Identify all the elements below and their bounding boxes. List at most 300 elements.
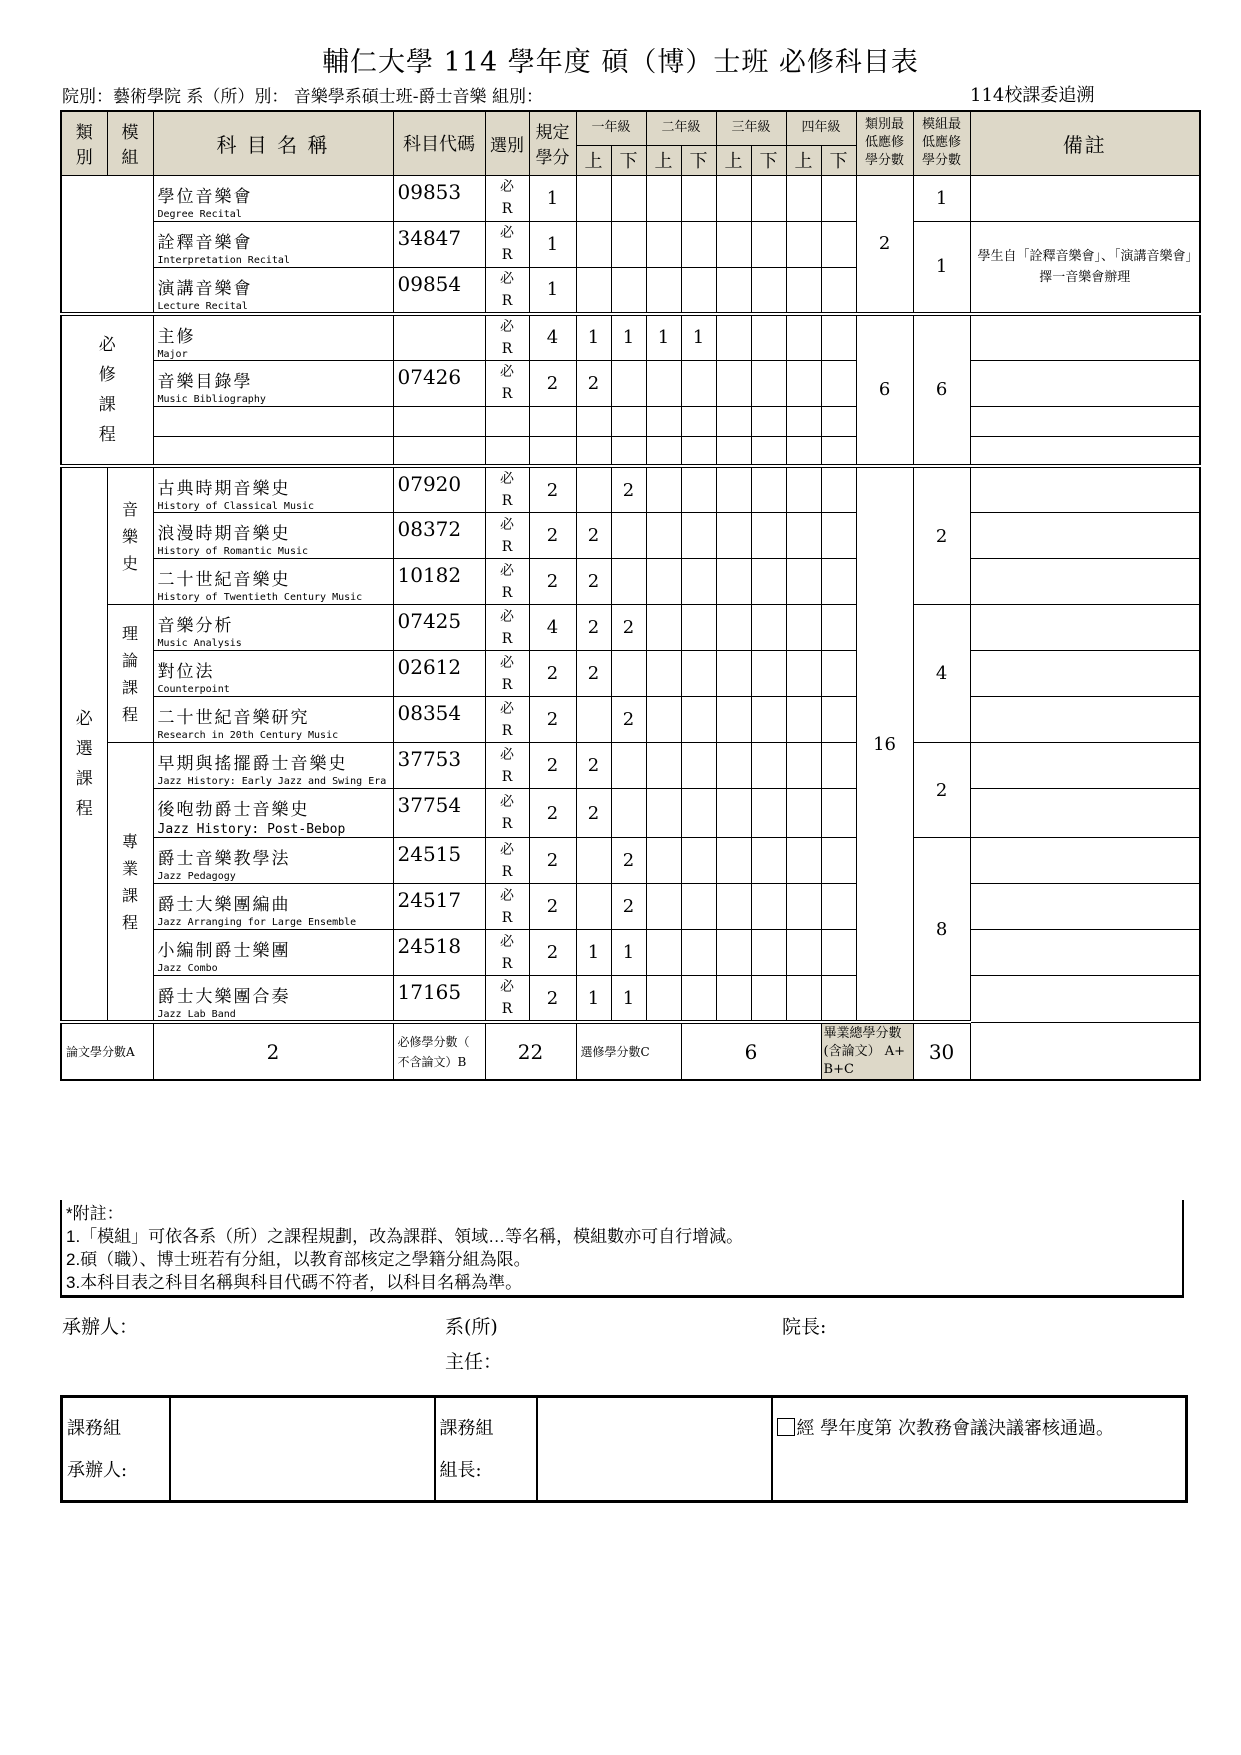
col-module-min: 模組最 低應修 學分數: [913, 111, 970, 175]
type-zh: 必: [500, 841, 514, 858]
semester-credit: [751, 651, 786, 697]
semester-credit: 1: [576, 976, 611, 1023]
module-min-credits: 2: [913, 466, 970, 605]
semester-credit: [821, 789, 856, 838]
semester-credit: [576, 697, 611, 743]
semester-credit: 2: [576, 651, 611, 697]
semester-credit: [611, 267, 646, 314]
col-module: 模 組: [107, 111, 153, 175]
course-type: [485, 930, 529, 976]
module-label: [107, 466, 153, 605]
type-zh: 必: [500, 270, 514, 287]
course-code: 08372: [393, 513, 485, 559]
course-name-cell: [153, 976, 393, 1023]
semester-credit: [716, 605, 751, 651]
course-type: [485, 605, 529, 651]
semester-credit: [646, 884, 681, 930]
semester-credit: [716, 267, 751, 314]
type-en: R: [501, 201, 513, 217]
semester-credit: [576, 221, 611, 267]
semester-credit: [821, 930, 856, 976]
course-row: [61, 651, 1200, 697]
semester-credit: [751, 976, 786, 1023]
elective-credits-value: 6: [681, 1022, 821, 1080]
course-credits: 2: [529, 466, 576, 513]
semester-credit: [716, 175, 751, 221]
empty-cell: [529, 436, 576, 466]
elective-category-label: [61, 466, 107, 1022]
recital-category-cell: [61, 175, 153, 314]
semester-credit: [786, 743, 821, 789]
empty-cell: [821, 436, 856, 466]
label-line: 必修學分數（: [397, 1034, 470, 1049]
sem-lower: 下: [611, 145, 646, 175]
remark-cell: [970, 436, 1200, 466]
semester-credit: [716, 314, 751, 361]
type-en: R: [501, 292, 513, 309]
graduation-credits-value: 30: [913, 1022, 970, 1080]
course-name-zh: 古典時期音樂史: [157, 479, 291, 499]
label-char: 程: [75, 799, 93, 819]
remark-cell: [970, 884, 1200, 930]
sem-upper: 上: [786, 145, 821, 175]
notes-title: *附註：: [66, 1204, 124, 1223]
semester-credit: [716, 651, 751, 697]
course-name-cell: [153, 605, 393, 651]
label-char: 專: [122, 831, 139, 851]
type-zh: 必: [500, 516, 514, 533]
course-name-en: History of Classical Music: [157, 501, 315, 512]
semester-credit: [751, 360, 786, 406]
course-type: [485, 743, 529, 789]
semester-credit: [646, 360, 681, 406]
sem-upper: 上: [646, 145, 681, 175]
semester-credit: [681, 221, 716, 267]
sem-lower: 下: [821, 145, 856, 175]
module-min-credits: 4: [913, 605, 970, 743]
thesis-credits-label: 論文學分數A: [61, 1022, 153, 1080]
semester-credit: [646, 651, 681, 697]
semester-credit: [611, 651, 646, 697]
semester-credit: 2: [576, 559, 611, 605]
semester-credit: 1: [681, 314, 716, 361]
col-category: 類 別: [61, 111, 107, 175]
type-zh: 必: [500, 979, 514, 995]
course-row: [61, 436, 1200, 466]
course-row: [61, 314, 1200, 361]
course-row: [61, 930, 1200, 976]
semester-credit: [681, 605, 716, 651]
label-char: 理: [122, 623, 139, 643]
remark-cell: [970, 605, 1200, 651]
label-char: 修: [98, 364, 116, 385]
semester-credit: [821, 221, 856, 267]
col-category-min: 類別最 低應修 學分數: [856, 111, 913, 175]
course-table: [60, 110, 1201, 1081]
semester-credit: [716, 930, 751, 976]
course-name-zh: 主修: [157, 326, 196, 347]
course-name-cell: [153, 466, 393, 513]
course-row: [61, 559, 1200, 605]
course-office-handler-label: 課務組 承辦人:: [62, 1397, 170, 1502]
note-item: 1.「模組」可依各系（所）之課程規劃，改為課群、領域…等名稱，模組數亦可自行增減。: [66, 1227, 744, 1246]
type-zh: 必: [500, 933, 514, 950]
semester-credit: 2: [576, 360, 611, 406]
course-name-cell: [153, 513, 393, 559]
course-name-cell: [153, 884, 393, 930]
empty-cell: [393, 406, 485, 436]
course-type: [485, 314, 529, 361]
semester-credit: 1: [611, 930, 646, 976]
semester-credit: [751, 175, 786, 221]
semester-credit: 2: [576, 513, 611, 559]
semester-credit: [681, 651, 716, 697]
type-zh: 必: [500, 794, 514, 810]
course-code: [393, 314, 485, 361]
label-line: 不含論文）B: [397, 1054, 467, 1069]
category-min-credits: 6: [856, 314, 913, 467]
course-code: 34847: [393, 221, 485, 267]
course-code: 24517: [393, 884, 485, 930]
category-min-credits: 2: [856, 175, 913, 314]
semester-credit: [716, 513, 751, 559]
type-en: R: [501, 768, 513, 785]
type-en: R: [501, 1001, 513, 1017]
semester-credit: [786, 221, 821, 267]
course-code: 07425: [393, 605, 485, 651]
type-zh: 必: [500, 608, 514, 625]
course-row: [61, 976, 1200, 1023]
semester-credit: [821, 175, 856, 221]
semester-credit: [786, 930, 821, 976]
course-name-cell: [153, 651, 393, 697]
semester-credit: [821, 466, 856, 513]
semester-credit: 2: [611, 605, 646, 651]
course-row: [61, 884, 1200, 930]
label-char: 必: [75, 709, 93, 729]
semester-credit: [681, 559, 716, 605]
col-type: 選別: [485, 111, 529, 175]
type-en: R: [501, 863, 513, 880]
handler-signature-field[interactable]: [170, 1397, 435, 1502]
col-year-4: 四年級: [786, 111, 856, 145]
course-name-cell: [153, 314, 393, 361]
empty-cell: [821, 406, 856, 436]
summary-row: [61, 1022, 1200, 1080]
label-char: 論: [122, 650, 139, 670]
semester-credit: [786, 605, 821, 651]
course-credits: 1: [529, 175, 576, 221]
semester-credit: [786, 976, 821, 1023]
semester-credit: [681, 976, 716, 1023]
type-zh: 必: [500, 700, 514, 717]
course-name-en: Jazz Lab Band: [157, 1009, 236, 1020]
module-min-credits: 1: [913, 221, 970, 314]
course-credits: 2: [529, 651, 576, 697]
label-line: B+C: [823, 1061, 854, 1077]
approval-checkbox[interactable]: [777, 1418, 795, 1436]
course-name-en: Jazz History: Post-Bebop: [157, 822, 346, 837]
label-char: 程: [122, 704, 139, 724]
remark-cell: 學生自「詮釋音樂會」、「演講音樂會」擇一音樂會辦理: [970, 221, 1200, 314]
course-name-en: Jazz Arranging for Large Ensemble: [157, 917, 357, 928]
semester-credit: [786, 697, 821, 743]
chief-signature-field[interactable]: [537, 1397, 772, 1502]
semester-credit: [646, 221, 681, 267]
semester-credit: [716, 360, 751, 406]
type-zh: 必: [500, 562, 514, 579]
course-name-zh: 後咆勃爵士音樂史: [157, 800, 310, 820]
approval-table: [60, 1395, 1188, 1503]
course-row: [61, 697, 1200, 743]
semester-credit: [646, 743, 681, 789]
course-name-en: Interpretation Recital: [157, 254, 290, 266]
empty-cell: [485, 436, 529, 466]
semester-credit: [576, 267, 611, 314]
type-en: R: [501, 538, 513, 555]
course-name-cell: [153, 267, 393, 314]
semester-credit: [751, 466, 786, 513]
module-label: [107, 605, 153, 743]
empty-cell: [786, 406, 821, 436]
type-zh: 必: [500, 654, 514, 671]
semester-credit: [786, 651, 821, 697]
type-en: R: [501, 584, 513, 601]
required-credits-value: 22: [485, 1022, 576, 1080]
course-type: [485, 789, 529, 838]
label-char: 選: [75, 739, 93, 759]
course-name-zh: 學位音樂會: [157, 186, 253, 207]
semester-credit: [751, 314, 786, 361]
semester-credit: [611, 175, 646, 221]
semester-credit: [681, 267, 716, 314]
course-type: [485, 175, 529, 221]
type-en: R: [501, 816, 513, 832]
remark-cell: [970, 314, 1200, 361]
course-type: [485, 221, 529, 267]
semester-credit: [716, 884, 751, 930]
label-line: (含論文） A+: [823, 1043, 906, 1059]
semester-credit: 2: [576, 605, 611, 651]
course-name-en: Jazz Combo: [157, 963, 218, 974]
label-char: 課: [122, 677, 139, 697]
module-min-credits: 6: [913, 314, 970, 467]
course-type: [485, 559, 529, 605]
course-credits: 2: [529, 559, 576, 605]
course-code: 09853: [393, 175, 485, 221]
semester-credit: [611, 743, 646, 789]
course-credits: 2: [529, 513, 576, 559]
semester-credit: 1: [576, 930, 611, 976]
course-name-zh: 爵士大樂團合奏: [157, 987, 291, 1007]
semester-credit: [646, 976, 681, 1023]
semester-credit: [646, 930, 681, 976]
course-name-zh: 爵士音樂教學法: [157, 849, 291, 869]
course-name-zh: 對位法: [157, 662, 215, 682]
label-char: 必: [98, 334, 116, 355]
semester-credit: [646, 838, 681, 884]
remark-cell: [970, 360, 1200, 406]
semester-credit: 2: [611, 884, 646, 930]
type-zh: 必: [500, 318, 514, 335]
semester-credit: [786, 267, 821, 314]
course-type: [485, 884, 529, 930]
course-code: 07920: [393, 466, 485, 513]
required-category-label: [61, 314, 153, 467]
semester-credit: [821, 559, 856, 605]
course-credits: 2: [529, 930, 576, 976]
semester-credit: [821, 314, 856, 361]
empty-cell: [611, 406, 646, 436]
course-credits: 1: [529, 221, 576, 267]
course-name-en: History of Romantic Music: [157, 546, 309, 557]
course-office-chief-label: 課務組 組長:: [435, 1397, 537, 1502]
semester-credit: [681, 789, 716, 838]
empty-cell: [681, 406, 716, 436]
semester-credit: [681, 697, 716, 743]
semester-credit: [611, 559, 646, 605]
remark-cell: [970, 838, 1200, 884]
remark-cell: [970, 559, 1200, 605]
remark-cell: [970, 930, 1200, 976]
col-year-1: 一年級: [576, 111, 646, 145]
col-course-name: 科 目 名 稱: [153, 111, 393, 175]
empty-cell: [153, 436, 393, 466]
semester-credit: [611, 221, 646, 267]
course-name-cell: [153, 559, 393, 605]
sem-upper: 上: [576, 145, 611, 175]
label-char: 業: [122, 858, 139, 878]
label-char: 樂: [122, 526, 139, 546]
handler-signature-label: 承辦人：: [62, 1316, 139, 1338]
course-name-en: History of Twentieth Century Music: [157, 592, 363, 603]
semester-credit: [821, 884, 856, 930]
empty-cell: [393, 436, 485, 466]
type-en: R: [501, 722, 513, 739]
course-credits: 2: [529, 884, 576, 930]
course-credits: 2: [529, 743, 576, 789]
course-type: [485, 466, 529, 513]
semester-credit: [751, 743, 786, 789]
course-credits: 4: [529, 605, 576, 651]
semester-credit: 1: [611, 314, 646, 361]
course-name-en: Music Analysis: [157, 638, 242, 649]
empty-cell: [646, 436, 681, 466]
semester-credit: [751, 267, 786, 314]
semester-credit: [681, 930, 716, 976]
course-name-cell: [153, 789, 393, 838]
remark-cell: [970, 513, 1200, 559]
empty-cell: [153, 406, 393, 436]
module-label-text: [122, 620, 138, 728]
course-type: [485, 513, 529, 559]
remark-cell: [970, 976, 1200, 1023]
course-name-cell: [153, 360, 393, 406]
approval-statement: 經 學年度第 次教務會議決議審核通過。: [772, 1397, 1187, 1502]
semester-credit: [681, 884, 716, 930]
semester-credit: [646, 175, 681, 221]
semester-credit: [681, 466, 716, 513]
semester-credit: 1: [611, 976, 646, 1023]
course-name-zh: 爵士大樂團編曲: [157, 895, 291, 915]
col-year-2: 二年級: [646, 111, 716, 145]
meta-line: 院別：藝術學院 系（所）別： 音樂學系碩士班-爵士音樂 組別：: [62, 87, 543, 107]
course-name-en: Counterpoint: [157, 684, 230, 695]
semester-credit: 2: [611, 697, 646, 743]
course-credits: 2: [529, 360, 576, 406]
empty-cell: [716, 406, 751, 436]
empty-cell: [576, 436, 611, 466]
thesis-credits-value: 2: [153, 1022, 393, 1080]
course-name-cell: [153, 697, 393, 743]
semester-credit: [751, 884, 786, 930]
remark-cell: [970, 789, 1200, 838]
course-code: 08354: [393, 697, 485, 743]
semester-credit: [716, 559, 751, 605]
module-label: [107, 743, 153, 1023]
remark-cell: [970, 697, 1200, 743]
semester-credit: 2: [611, 838, 646, 884]
module-label-text: [122, 496, 138, 577]
required-credits-label: [393, 1022, 485, 1080]
sem-lower: 下: [751, 145, 786, 175]
empty-cell: [576, 406, 611, 436]
type-zh: 必: [500, 887, 514, 904]
course-name-cell: [153, 175, 393, 221]
type-en: R: [501, 676, 513, 693]
dept-signature-label: 系(所): [445, 1316, 498, 1338]
col-remarks: 備註: [970, 111, 1200, 175]
semester-credit: [786, 559, 821, 605]
semester-credit: [716, 466, 751, 513]
semester-credit: [716, 789, 751, 838]
semester-credit: [786, 314, 821, 361]
dean-signature-label: 院長:: [782, 1316, 827, 1338]
semester-credit: [751, 789, 786, 838]
page-title: 輔仁大學 114 學年度 碩（博）士班 必修科目表: [322, 47, 919, 78]
empty-cell: [646, 406, 681, 436]
course-name-zh: 二十世紀音樂研究: [157, 708, 310, 728]
empty-cell: [751, 406, 786, 436]
type-en: R: [501, 247, 513, 263]
label-char: 程: [122, 912, 139, 932]
course-name-en: Major: [157, 348, 188, 360]
course-name-en: Music Bibliography: [157, 393, 266, 405]
label-char: 音: [122, 499, 139, 519]
semester-credit: [751, 513, 786, 559]
remark-cell: [970, 651, 1200, 697]
semester-credit: [821, 838, 856, 884]
course-name-zh: 音樂目錄學: [157, 371, 253, 392]
semester-credit: [821, 697, 856, 743]
course-code: 17165: [393, 976, 485, 1023]
elective-credits-label: 選修學分數C: [576, 1022, 681, 1080]
course-code: 02612: [393, 651, 485, 697]
semester-credit: [821, 267, 856, 314]
sem-upper: 上: [716, 145, 751, 175]
label-char: 課: [98, 394, 116, 415]
remark-cell: [970, 743, 1200, 789]
type-zh: 必: [500, 471, 514, 487]
course-code: 37754: [393, 789, 485, 838]
course-name-cell: [153, 221, 393, 267]
semester-credit: [786, 466, 821, 513]
course-code: 24518: [393, 930, 485, 976]
note-item: 3.本科目表之科目名稱與科目代碼不符者，以科目名稱為準。: [66, 1273, 523, 1292]
course-name-cell: [153, 743, 393, 789]
course-row: [61, 466, 1200, 513]
semester-credit: [751, 930, 786, 976]
